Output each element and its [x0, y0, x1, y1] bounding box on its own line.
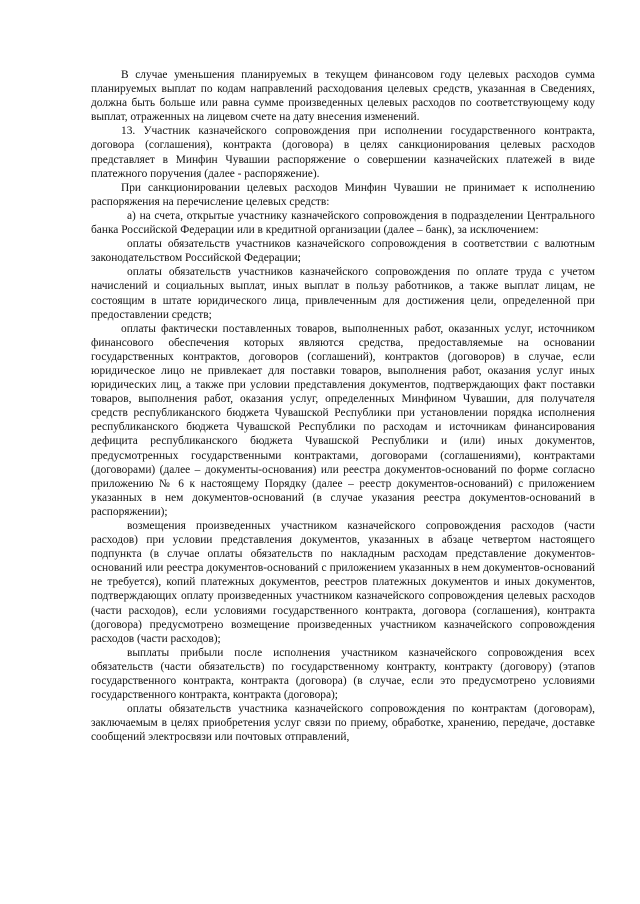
- paragraph-expense-reimbursement: возмещения произведенных участником казначейского сопровождения расходов (части расходов) при условии представления документов, указанных в абзаце четвертом настоящего подпункта (в случае оплаты обязательств по накладным расходам представление документов-оснований или реестра документов-оснований с приложением указанных в нем документов-оснований не требуется), копий платежных документов, реестров платежных документов и иных документов, подтверждающих оплату произведенных участником казначейского сопровождения целевых расходов (части расходов), если условиями государственного контракта, договора (соглашения), контракта (договора) предусмотрено возмещение произведенных участником казначейского сопровождения расходов (части расходов);: [91, 520, 595, 645]
- paragraph-reduction-clause: В случае уменьшения планируемых в текущем финансовом году целевых расходов сумма планируемых выплат по кодам направлений расходования целевых средств, указанная в Сведениях, должна быть больше или равна сумме произведенных целевых расходов по соответствующему коду выплат, отраженных на лицевом счете на дату внесения изменений.: [91, 69, 595, 124]
- paragraph-delivered-goods-payments: оплаты фактически поставленных товаров, выполненных работ, оказанных услуг, источником финансового обеспечения которых являются средства, предоставляемые на основании государственных контрактов, договоров (соглашений), контрактов (договоров) в случае, если юридическое лицо не привлекает для поставки товаров, выполнения работ, оказания услуг иных юридических лиц, а также при условии представления документов, подтверждающих факт поставки товаров, выполнения работ, оказания услуг, определенных Минфином Чувашии, для получателя средств республиканского бюджета Чувашской Республики при установлении порядка исполнения республиканского бюджета Чувашской Республики по расходам и источникам финансирования дефицита республиканского бюджета Чувашской Республики и (или) иных документов, предусмотренных государственными контрактами, договорами (соглашениями), контрактами (договорами) (далее – документы-основания) или реестра документов-оснований по форме согласно приложению № 6 к настоящему Порядку (далее – реестр документов-оснований) с приложением указанных в нем документов-оснований (в случае указания реестра документов-оснований в распоряжении);: [91, 322, 595, 518]
- paragraph-sanctioning-intro: При санкционировании целевых расходов Минфин Чувашии не принимает к исполнению распоряжения на перечисление целевых средств:: [91, 181, 595, 208]
- paragraph-subitem-a: а) на счета, открытые участнику казначейского сопровождения в подразделении Центрального банка Российской Федерации или в кредитной организации (далее – банк), за исключением:: [91, 209, 595, 237]
- paragraph-profit-payment: выплаты прибыли после исполнения участником казначейского сопровождения всех обязательств (части обязательств) по государственному контракту, контракту (договору) (этапов государственного контракта, контракта (договора) (в случае, если это предусмотрено условиями государственного контракта, контракта (договора);: [91, 646, 595, 702]
- paragraph-labor-payments: оплаты обязательств участников казначейского сопровождения по оплате труда с учетом начислений и социальных выплат, иных выплат в пользу работников, а также выплат лицам, не состоящим в штате юридического лица, привлеченным для достижения цели, определенной при предоставлении средств;: [91, 266, 595, 321]
- paragraph-communication-services: оплаты обязательств участника казначейского сопровождения по контрактам (договорам), заключаемым в целях приобретения услуг связи по приему, обработке, хранению, передаче, доставке сообщений электросвязи или почтовых отправлений,: [91, 703, 595, 744]
- document-page: [91, 68, 595, 745]
- paragraph-item-13: 13. Участник казначейского сопровождения при исполнении государственного контракта, договора (соглашения), контракта (договора) в целях санкционирования целевых расходов представляет в Минфин Чувашии распоряжение о совершении казначейских платежей в виде платежного поручения (далее - распоряжение).: [91, 125, 595, 180]
- paragraph-currency-payments: оплаты обязательств участников казначейского сопровождения в соответствии с валютным законодательством Российской Федерации;: [91, 238, 595, 265]
